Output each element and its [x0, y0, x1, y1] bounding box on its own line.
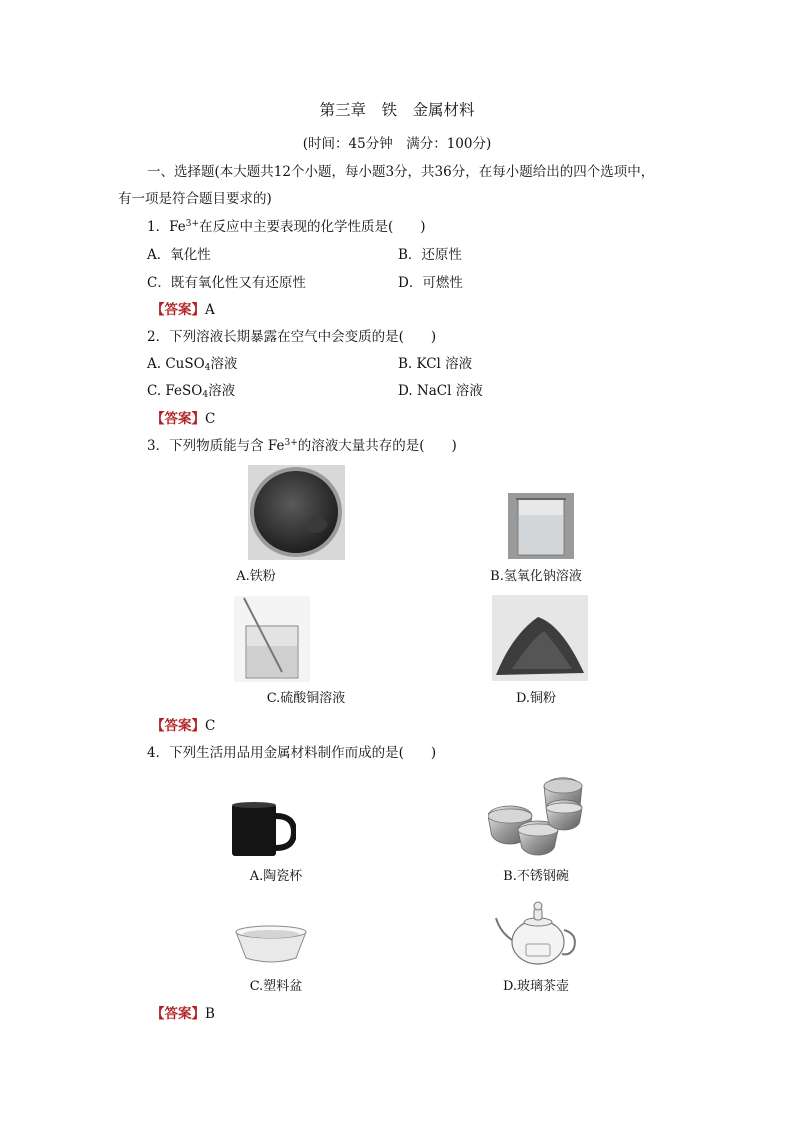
q1-stem-post: 在反应中主要表现的化学性质是( ): [199, 219, 426, 235]
q4-caption-d: D.玻璃茶壶: [502, 979, 570, 994]
q2-option-d: D. NaCl 溶液: [398, 383, 483, 399]
q3-stem-post: 的溶液大量共存的是( ): [297, 438, 457, 454]
q2-c-post: 溶液: [208, 383, 236, 399]
q3-superscript: 3+: [284, 438, 298, 448]
glass-teapot-image: [494, 898, 578, 970]
q4-caption-a: A.陶瓷杯: [249, 869, 303, 884]
stainless-steel-bowls-image: [488, 772, 584, 860]
q4-caption-c: C.塑料盆: [249, 979, 303, 994]
iron-powder-dish-image: [248, 465, 345, 560]
question-2-stem: 2．下列溶液长期暴露在空气中会变质的是( ): [147, 329, 437, 345]
q3-answer-tag: 【答案】: [151, 718, 205, 734]
q1-superscript: 3+: [185, 219, 199, 229]
q1-answer-value: A: [205, 302, 215, 318]
q4-caption-b: B.不锈钢碗: [503, 869, 569, 884]
q3-caption-c: C.硫酸铜溶液: [266, 691, 346, 706]
q1-option-d: D．可燃性: [398, 275, 463, 291]
q1-option-c: C．既有氧化性又有还原性: [147, 275, 306, 291]
q2-answer: [151, 413, 215, 427]
q3-stem-pre: 3．下列物质能与含 Fe: [147, 438, 285, 454]
q2-answer-value: C: [205, 411, 216, 427]
q2-c-pre: C. FeSO: [147, 383, 203, 399]
q3-answer: [151, 720, 215, 734]
section-instructions-line1: 一、选择题(本大题共12个小题，每小题3分，共36分，在每小题给出的四个选项中，: [147, 164, 655, 180]
q3-caption-b: B.氢氧化钠溶液: [490, 569, 582, 584]
q1-answer: [151, 304, 215, 318]
q2-a-subscript: 4: [204, 363, 211, 373]
q4-answer: [151, 1008, 215, 1022]
q3-answer-value: C: [205, 718, 216, 734]
q3-caption-d: D.铜粉: [515, 691, 557, 706]
section-instructions-line2: 有一项是符合题目要求的): [118, 191, 272, 207]
q1-answer-tag: 【答案】: [151, 302, 205, 318]
q1-option-b: B．还原性: [398, 247, 462, 263]
plastic-basin-image: [234, 924, 308, 966]
q2-answer-tag: 【答案】: [151, 411, 205, 427]
question-3-stem: [147, 440, 457, 454]
q2-a-post: 溶液: [210, 356, 238, 372]
q1-option-a: A．氧化性: [147, 247, 211, 263]
ceramic-mug-image: [226, 800, 296, 858]
q2-option-b: B. KCl 溶液: [398, 356, 473, 372]
cuso4-solution-beaker-image: [234, 596, 310, 682]
q2-a-pre: A. CuSO: [147, 356, 205, 372]
copper-powder-pile-image: [492, 595, 588, 681]
q4-answer-tag: 【答案】: [151, 1006, 205, 1022]
q2-option-c: [147, 385, 235, 399]
question-4-stem: 4．下列生活用品用金属材料制作而成的是( ): [147, 745, 437, 761]
q2-option-a: [147, 358, 237, 372]
page-title: 第三章 铁 金属材料: [319, 101, 475, 119]
question-1-stem: [147, 221, 426, 235]
naoh-solution-beaker-image: [508, 493, 574, 559]
q4-answer-value: B: [205, 1006, 215, 1022]
exam-time-info: (时间：45分钟 满分：100分): [302, 136, 492, 152]
q1-stem-pre: 1．Fe: [147, 219, 186, 235]
q3-caption-a: A.铁粉: [236, 569, 276, 584]
q2-c-subscript: 4: [202, 390, 209, 400]
